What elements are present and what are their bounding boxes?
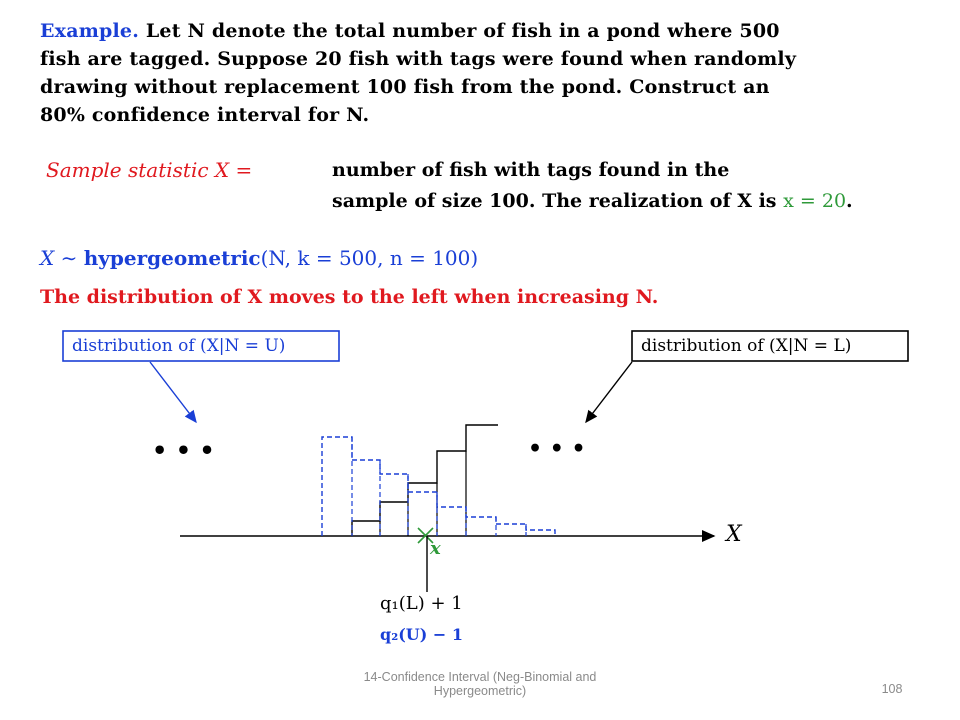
distribution-prefix: X ∼: [40, 246, 78, 270]
shift-note: The distribution of X moves to the left when increasing N.: [40, 286, 659, 308]
example-line-3: drawing without replacement 100 fish from the pond. Construct an: [40, 76, 770, 98]
statistic-line-1: number of fish with tags found in the: [332, 159, 730, 181]
right-pointer-arrow: [586, 362, 632, 422]
footer-title-line-1: 14-Confidence Interval (Neg-Binomial and: [363, 670, 597, 684]
page-number: 108: [881, 682, 903, 696]
ellipsis-right: • • •: [528, 436, 586, 462]
footer-title: [320, 670, 640, 698]
example-heading: Example.: [40, 20, 140, 42]
right-distribution-steps: [352, 425, 498, 536]
realization-value: x = 20: [783, 190, 847, 212]
axis-label: X: [726, 522, 742, 547]
example-line-1-text: Let N denote the total number of fish in a pond where 500: [145, 20, 780, 42]
left-pointer-arrow: [150, 362, 196, 422]
distribution-params: (N, k = 500, n = 100): [260, 246, 479, 270]
statistic-line-2-suffix: .: [846, 190, 853, 212]
ellipsis-left: • • •: [152, 436, 215, 465]
example-line-4: 80% confidence interval for N.: [40, 104, 370, 126]
statistic-line-2-prefix: sample of size 100. The realization of X is: [332, 190, 777, 212]
label-left: distribution of (X|N = U): [66, 333, 291, 359]
marker-label: x: [430, 538, 441, 559]
q1-label: q₁(L) + 1: [380, 593, 463, 614]
distribution-name: hypergeometric: [83, 246, 261, 270]
example-line-2: fish are tagged. Suppose 20 fish with tags were found when randomly: [40, 48, 797, 70]
q2-label: q₂(U) − 1: [380, 625, 463, 644]
statistic-label: Sample statistic X =: [46, 158, 253, 182]
footer-title-line-2: Hypergeometric): [433, 684, 527, 698]
label-right: distribution of (X|N = L): [635, 333, 857, 359]
